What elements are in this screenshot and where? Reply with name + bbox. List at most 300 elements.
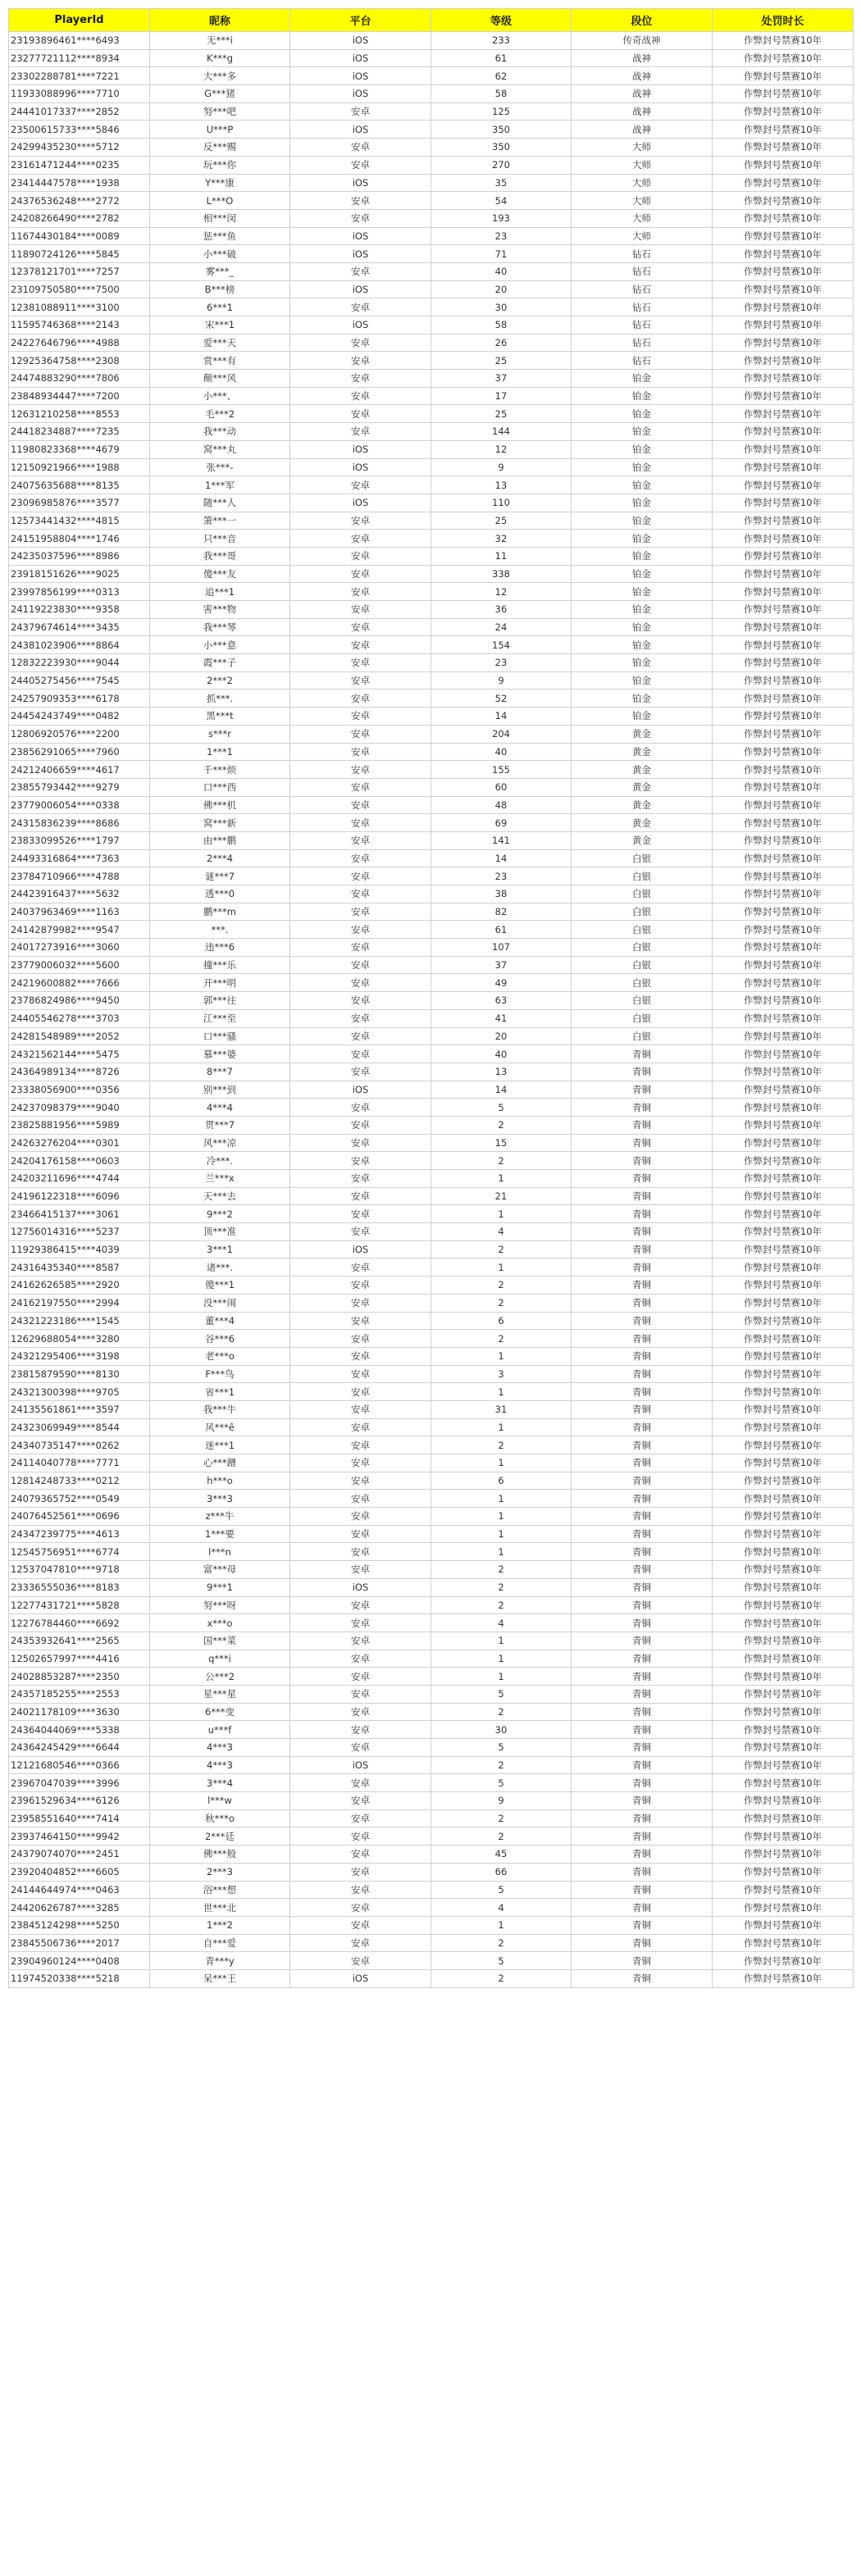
rank-cell: 铂金 <box>572 494 713 512</box>
platform-cell: 安卓 <box>290 1614 431 1632</box>
platform-cell: iOS <box>290 174 431 192</box>
table-row <box>9 1454 854 1472</box>
penalty-cell: 作弊封号禁赛10年 <box>713 49 854 67</box>
nickname-cell: B***榜 <box>150 280 290 298</box>
rank-cell: 青铜 <box>572 1632 713 1650</box>
nickname-cell: q***i <box>150 1650 290 1668</box>
rank-cell: 青铜 <box>572 1596 713 1614</box>
table-row <box>9 139 854 157</box>
nickname-cell: 我***动 <box>150 423 290 441</box>
level-cell: 1 <box>431 1916 572 1934</box>
table-row <box>9 618 854 636</box>
level-cell: 270 <box>431 156 572 174</box>
rank-cell: 青铜 <box>572 1899 713 1917</box>
platform-cell: 安卓 <box>290 1668 431 1686</box>
level-cell: 58 <box>431 85 572 103</box>
platform-cell: 安卓 <box>290 352 431 370</box>
player-id-cell: 12806920576****2200 <box>9 725 150 743</box>
platform-cell: iOS <box>290 1578 431 1596</box>
level-cell: 60 <box>431 778 572 796</box>
penalty-cell: 作弊封号禁赛10年 <box>713 636 854 654</box>
player-id-cell: 12573441432****4815 <box>9 512 150 530</box>
rank-cell: 青铜 <box>572 1614 713 1632</box>
rank-cell: 青铜 <box>572 1543 713 1561</box>
rank-cell: 青铜 <box>572 1045 713 1063</box>
penalty-cell: 作弊封号禁赛10年 <box>713 831 854 849</box>
penalty-cell: 作弊封号禁赛10年 <box>713 671 854 690</box>
player-id-cell: 24219600882****7666 <box>9 974 150 992</box>
table-row <box>9 1863 854 1881</box>
player-id-cell: 24075635688****8135 <box>9 476 150 494</box>
penalty-cell: 作弊封号禁赛10年 <box>713 423 854 441</box>
penalty-cell: 作弊封号禁赛10年 <box>713 1170 854 1188</box>
level-cell: 350 <box>431 139 572 157</box>
platform-cell: 安卓 <box>290 209 431 227</box>
table-row <box>9 405 854 423</box>
penalty-cell: 作弊封号禁赛10年 <box>713 1863 854 1881</box>
player-id-cell: 23414447578****1938 <box>9 174 150 192</box>
platform-cell: iOS <box>290 85 431 103</box>
penalty-cell: 作弊封号禁赛10年 <box>713 530 854 548</box>
player-id-cell: 24079365752****0549 <box>9 1490 150 1508</box>
nickname-cell: 老***o <box>150 1347 290 1365</box>
nickname-cell: 风***凉 <box>150 1134 290 1152</box>
platform-cell: 安卓 <box>290 139 431 157</box>
level-cell: 1 <box>431 1347 572 1365</box>
nickname-cell: 3***3 <box>150 1490 290 1508</box>
level-cell: 6 <box>431 1312 572 1330</box>
rank-cell: 铂金 <box>572 690 713 708</box>
table-row <box>9 32 854 50</box>
level-cell: 4 <box>431 1223 572 1241</box>
table-row <box>9 1543 854 1561</box>
rank-cell: 青铜 <box>572 1436 713 1454</box>
rank-cell: 青铜 <box>572 1881 713 1899</box>
level-cell: 24 <box>431 618 572 636</box>
penalty-cell: 作弊封号禁赛10年 <box>713 1152 854 1170</box>
level-cell: 21 <box>431 1187 572 1205</box>
player-id-cell: 24321300398****9705 <box>9 1383 150 1401</box>
penalty-cell: 作弊封号禁赛10年 <box>713 1578 854 1596</box>
level-cell: 11 <box>431 547 572 565</box>
level-cell: 4 <box>431 1614 572 1632</box>
level-cell: 5 <box>431 1099 572 1117</box>
table-row <box>9 174 854 192</box>
nickname-cell: 没***闹 <box>150 1294 290 1312</box>
player-id-cell: 24321295406****3198 <box>9 1347 150 1365</box>
nickname-cell: 贯***7 <box>150 1116 290 1134</box>
level-cell: 2 <box>431 1703 572 1721</box>
rank-cell: 铂金 <box>572 636 713 654</box>
nickname-cell: 箫***一 <box>150 512 290 530</box>
platform-cell: 安卓 <box>290 671 431 690</box>
penalty-cell: 作弊封号禁赛10年 <box>713 1632 854 1650</box>
table-row <box>9 1063 854 1081</box>
platform-cell: 安卓 <box>290 867 431 885</box>
player-id-cell: 11980823368****4679 <box>9 440 150 458</box>
penalty-cell: 作弊封号禁赛10年 <box>713 156 854 174</box>
nickname-cell: 佛***机 <box>150 796 290 814</box>
rank-cell: 青铜 <box>572 1756 713 1774</box>
penalty-cell: 作弊封号禁赛10年 <box>713 939 854 957</box>
rank-cell: 白银 <box>572 867 713 885</box>
platform-cell: 安卓 <box>290 1561 431 1579</box>
player-id-cell: 24204176158****0603 <box>9 1152 150 1170</box>
rank-cell: 青铜 <box>572 1365 713 1383</box>
penalty-cell: 作弊封号禁赛10年 <box>713 1934 854 1952</box>
penalty-cell: 作弊封号禁赛10年 <box>713 1846 854 1864</box>
rank-cell: 战神 <box>572 85 713 103</box>
penalty-cell: 作弊封号禁赛10年 <box>713 547 854 565</box>
level-cell: 5 <box>431 1881 572 1899</box>
nickname-cell: 我***琴 <box>150 618 290 636</box>
platform-cell: iOS <box>290 494 431 512</box>
nickname-cell: 小***意 <box>150 636 290 654</box>
platform-cell: 安卓 <box>290 1134 431 1152</box>
level-cell: 155 <box>431 761 572 779</box>
header-penalty: 处罚时长 <box>713 9 854 32</box>
platform-cell: 安卓 <box>290 423 431 441</box>
platform-cell: 安卓 <box>290 1650 431 1668</box>
platform-cell: 安卓 <box>290 262 431 280</box>
rank-cell: 战神 <box>572 49 713 67</box>
level-cell: 2 <box>431 1578 572 1596</box>
rank-cell: 青铜 <box>572 1863 713 1881</box>
penalty-cell: 作弊封号禁赛10年 <box>713 1916 854 1934</box>
nickname-cell: 我***哥 <box>150 547 290 565</box>
player-id-cell: 24353932641****2565 <box>9 1632 150 1650</box>
platform-cell: 安卓 <box>290 1739 431 1757</box>
penalty-cell: 作弊封号禁赛10年 <box>713 1668 854 1686</box>
nickname-cell: 6***1 <box>150 298 290 316</box>
level-cell: 2 <box>431 1436 572 1454</box>
level-cell: 20 <box>431 280 572 298</box>
rank-cell: 青铜 <box>572 1258 713 1277</box>
table-row <box>9 1934 854 1952</box>
player-id-cell: 24316435340****8587 <box>9 1258 150 1277</box>
nickname-cell: 国***菜 <box>150 1632 290 1650</box>
level-cell: 1 <box>431 1668 572 1686</box>
platform-cell: 安卓 <box>290 1027 431 1045</box>
nickname-cell: 1***1 <box>150 743 290 761</box>
rank-cell: 青铜 <box>572 1383 713 1401</box>
rank-cell: 青铜 <box>572 1277 713 1295</box>
platform-cell: 安卓 <box>290 1205 431 1223</box>
table-row <box>9 1187 854 1205</box>
player-id-cell: 23277721112****8934 <box>9 49 150 67</box>
penalty-cell: 作弊封号禁赛10年 <box>713 85 854 103</box>
nickname-cell: 傻***友 <box>150 565 290 583</box>
nickname-cell: 郭***往 <box>150 992 290 1010</box>
table-row <box>9 1294 854 1312</box>
nickname-cell: 公***2 <box>150 1668 290 1686</box>
player-id-cell: 23833099526****1797 <box>9 831 150 849</box>
level-cell: 36 <box>431 601 572 619</box>
player-id-cell: 24379674614****3435 <box>9 618 150 636</box>
level-cell: 82 <box>431 903 572 921</box>
level-cell: 35 <box>431 174 572 192</box>
table-row <box>9 156 854 174</box>
nickname-cell: 1***军 <box>150 476 290 494</box>
nickname-cell: 害***物 <box>150 601 290 619</box>
level-cell: 40 <box>431 262 572 280</box>
penalty-cell: 作弊封号禁赛10年 <box>713 1063 854 1081</box>
rank-cell: 铂金 <box>572 583 713 601</box>
table-row <box>9 1525 854 1543</box>
rank-cell: 青铜 <box>572 1952 713 1970</box>
player-id-cell: 23500615733****5846 <box>9 121 150 139</box>
player-id-cell: 24321562144****5475 <box>9 1045 150 1063</box>
rank-cell: 铂金 <box>572 387 713 405</box>
level-cell: 5 <box>431 1685 572 1703</box>
level-cell: 2 <box>431 1969 572 1987</box>
nickname-cell: 浴***想 <box>150 1881 290 1899</box>
penalty-cell: 作弊封号禁赛10年 <box>713 1294 854 1312</box>
nickname-cell: 相***闵 <box>150 209 290 227</box>
player-id-cell: 23779006032****5600 <box>9 956 150 974</box>
platform-cell: 安卓 <box>290 1170 431 1188</box>
platform-cell: 安卓 <box>290 903 431 921</box>
platform-cell: 安卓 <box>290 298 431 316</box>
rank-cell: 大师 <box>572 139 713 157</box>
level-cell: 4 <box>431 1899 572 1917</box>
rank-cell: 青铜 <box>572 1934 713 1952</box>
penalty-cell: 作弊封号禁赛10年 <box>713 1827 854 1846</box>
level-cell: 20 <box>431 1027 572 1045</box>
table-row <box>9 121 854 139</box>
player-id-cell: 23302288781****7221 <box>9 67 150 85</box>
platform-cell: iOS <box>290 121 431 139</box>
table-row <box>9 1223 854 1241</box>
rank-cell: 青铜 <box>572 1116 713 1134</box>
player-id-cell: 24257909353****6178 <box>9 690 150 708</box>
player-id-cell: 24119223830****9358 <box>9 601 150 619</box>
nickname-cell: 慕***婆 <box>150 1045 290 1063</box>
player-id-cell: 12629688054****3280 <box>9 1330 150 1348</box>
nickname-cell: l***w <box>150 1792 290 1810</box>
nickname-cell: 傻***1 <box>150 1277 290 1295</box>
table-row <box>9 1312 854 1330</box>
penalty-cell: 作弊封号禁赛10年 <box>713 743 854 761</box>
penalty-cell: 作弊封号禁赛10年 <box>713 440 854 458</box>
table-row <box>9 1009 854 1027</box>
nickname-cell: 随***人 <box>150 494 290 512</box>
nickname-cell: 1***2 <box>150 1916 290 1934</box>
rank-cell: 青铜 <box>572 1170 713 1188</box>
penalty-cell: 作弊封号禁赛10年 <box>713 476 854 494</box>
player-id-cell: 24299435230****5712 <box>9 139 150 157</box>
platform-cell: 安卓 <box>290 1099 431 1117</box>
rank-cell: 战神 <box>572 67 713 85</box>
rank-cell: 大师 <box>572 192 713 210</box>
rank-cell: 青铜 <box>572 1223 713 1241</box>
player-id-cell: 12502657997****4416 <box>9 1650 150 1668</box>
rank-cell: 铂金 <box>572 476 713 494</box>
rank-cell: 青铜 <box>572 1703 713 1721</box>
table-row <box>9 423 854 441</box>
player-id-cell: 23109750580****7500 <box>9 280 150 298</box>
table-row <box>9 1756 854 1774</box>
nickname-cell: 佛***般 <box>150 1846 290 1864</box>
nickname-cell: 大***多 <box>150 67 290 85</box>
penalty-cell: 作弊封号禁赛10年 <box>713 298 854 316</box>
penalty-cell: 作弊封号禁赛10年 <box>713 1418 854 1436</box>
level-cell: 48 <box>431 796 572 814</box>
rank-cell: 青铜 <box>572 1668 713 1686</box>
player-id-cell: 24405275456****7545 <box>9 671 150 690</box>
penalty-cell: 作弊封号禁赛10年 <box>713 405 854 423</box>
level-cell: 38 <box>431 885 572 903</box>
nickname-cell: 赏***有 <box>150 352 290 370</box>
player-id-cell: 12378121701****7257 <box>9 262 150 280</box>
nickname-cell: 4***4 <box>150 1099 290 1117</box>
rank-cell: 青铜 <box>572 1774 713 1792</box>
table-row <box>9 1721 854 1739</box>
player-id-cell: 24418234887****7235 <box>9 423 150 441</box>
nickname-cell: 江***至 <box>150 1009 290 1027</box>
table-row <box>9 690 854 708</box>
header-rank: 段位 <box>572 9 713 32</box>
rank-cell: 青铜 <box>572 1809 713 1827</box>
player-id-cell: 23779006054****0338 <box>9 796 150 814</box>
platform-cell: 安卓 <box>290 1899 431 1917</box>
player-id-cell: 12756014316****5237 <box>9 1223 150 1241</box>
nickname-cell: 违***6 <box>150 939 290 957</box>
table-row <box>9 1258 854 1277</box>
penalty-cell: 作弊封号禁赛10年 <box>713 1614 854 1632</box>
nickname-cell: 追***1 <box>150 583 290 601</box>
level-cell: 1 <box>431 1454 572 1472</box>
rank-cell: 铂金 <box>572 423 713 441</box>
player-id-cell: 24028853287****2350 <box>9 1668 150 1686</box>
player-id-cell: 12631210258****8553 <box>9 405 150 423</box>
penalty-cell: 作弊封号禁赛10年 <box>713 974 854 992</box>
nickname-cell: U***P <box>150 121 290 139</box>
rank-cell: 青铜 <box>572 1827 713 1846</box>
table-row <box>9 761 854 779</box>
platform-cell: iOS <box>290 32 431 50</box>
nickname-cell: 只***音 <box>150 530 290 548</box>
table-row <box>9 1472 854 1490</box>
player-id-cell: 24076452561****0696 <box>9 1508 150 1526</box>
table-header <box>9 9 854 32</box>
table-row <box>9 458 854 476</box>
level-cell: 1 <box>431 1508 572 1526</box>
platform-cell: 安卓 <box>290 405 431 423</box>
rank-cell: 白银 <box>572 849 713 867</box>
platform-cell: 安卓 <box>290 1009 431 1027</box>
platform-cell: 安卓 <box>290 1152 431 1170</box>
level-cell: 5 <box>431 1952 572 1970</box>
level-cell: 2 <box>431 1809 572 1827</box>
nickname-cell: 我***牛 <box>150 1400 290 1418</box>
penalty-cell: 作弊封号禁赛10年 <box>713 1081 854 1099</box>
penalty-cell: 作弊封号禁赛10年 <box>713 352 854 370</box>
penalty-cell: 作弊封号禁赛10年 <box>713 1383 854 1401</box>
platform-cell: 安卓 <box>290 1454 431 1472</box>
rank-cell: 黄金 <box>572 796 713 814</box>
table-row <box>9 814 854 832</box>
nickname-cell: 口***骚 <box>150 1027 290 1045</box>
player-id-cell: 23961529634****6126 <box>9 1792 150 1810</box>
rank-cell: 铂金 <box>572 370 713 388</box>
penalty-cell: 作弊封号禁赛10年 <box>713 1205 854 1223</box>
table-row <box>9 831 854 849</box>
platform-cell: 安卓 <box>290 530 431 548</box>
table-row <box>9 1650 854 1668</box>
player-id-cell: 24405546278****3703 <box>9 1009 150 1027</box>
rank-cell: 铂金 <box>572 708 713 726</box>
level-cell: 40 <box>431 1045 572 1063</box>
platform-cell: 安卓 <box>290 601 431 619</box>
nickname-cell: 3***1 <box>150 1240 290 1258</box>
penalty-cell: 作弊封号禁赛10年 <box>713 334 854 352</box>
rank-cell: 铂金 <box>572 547 713 565</box>
player-id-cell: 24281548989****2052 <box>9 1027 150 1045</box>
rank-cell: 青铜 <box>572 1490 713 1508</box>
level-cell: 30 <box>431 298 572 316</box>
rank-cell: 铂金 <box>572 440 713 458</box>
platform-cell: 安卓 <box>290 1508 431 1526</box>
level-cell: 23 <box>431 654 572 672</box>
level-cell: 5 <box>431 1739 572 1757</box>
level-cell: 350 <box>431 121 572 139</box>
table-row <box>9 671 854 690</box>
platform-cell: 安卓 <box>290 1703 431 1721</box>
platform-cell: 安卓 <box>290 512 431 530</box>
penalty-cell: 作弊封号禁赛10年 <box>713 1525 854 1543</box>
platform-cell: 安卓 <box>290 1294 431 1312</box>
table-row <box>9 867 854 885</box>
player-id-cell: 24315836239****8686 <box>9 814 150 832</box>
penalty-cell: 作弊封号禁赛10年 <box>713 1703 854 1721</box>
level-cell: 71 <box>431 245 572 263</box>
nickname-cell: 2***4 <box>150 849 290 867</box>
table-row <box>9 1027 854 1045</box>
penalty-cell: 作弊封号禁赛10年 <box>713 1330 854 1348</box>
penalty-cell: 作弊封号禁赛10年 <box>713 1134 854 1152</box>
rank-cell: 黄金 <box>572 761 713 779</box>
penalty-cell: 作弊封号禁赛10年 <box>713 1561 854 1579</box>
rank-cell: 青铜 <box>572 1578 713 1596</box>
rank-cell: 青铜 <box>572 1347 713 1365</box>
table-row <box>9 974 854 992</box>
player-id-cell: 24364044069****5338 <box>9 1721 150 1739</box>
table-row <box>9 352 854 370</box>
platform-cell: iOS <box>290 227 431 245</box>
penalty-cell: 作弊封号禁赛10年 <box>713 903 854 921</box>
platform-cell: 安卓 <box>290 796 431 814</box>
player-id-cell: 24323069949****8544 <box>9 1418 150 1436</box>
level-cell: 40 <box>431 743 572 761</box>
player-id-cell: 24235037596****8986 <box>9 547 150 565</box>
platform-cell: 安卓 <box>290 1846 431 1864</box>
penalty-cell: 作弊封号禁赛10年 <box>713 227 854 245</box>
player-id-cell: 24037963469****1163 <box>9 903 150 921</box>
player-id-cell: 24212406659****4617 <box>9 761 150 779</box>
penalty-cell: 作弊封号禁赛10年 <box>713 956 854 974</box>
penalty-cell: 作弊封号禁赛10年 <box>713 814 854 832</box>
table-row <box>9 530 854 548</box>
player-id-cell: 23920404852****6605 <box>9 1863 150 1881</box>
player-id-cell: 12925364758****2308 <box>9 352 150 370</box>
table-row <box>9 565 854 583</box>
table-row <box>9 1668 854 1686</box>
platform-cell: 安卓 <box>290 387 431 405</box>
nickname-cell: 惩***鱼 <box>150 227 290 245</box>
platform-cell: 安卓 <box>290 725 431 743</box>
penalty-cell: 作弊封号禁赛10年 <box>713 1952 854 1970</box>
